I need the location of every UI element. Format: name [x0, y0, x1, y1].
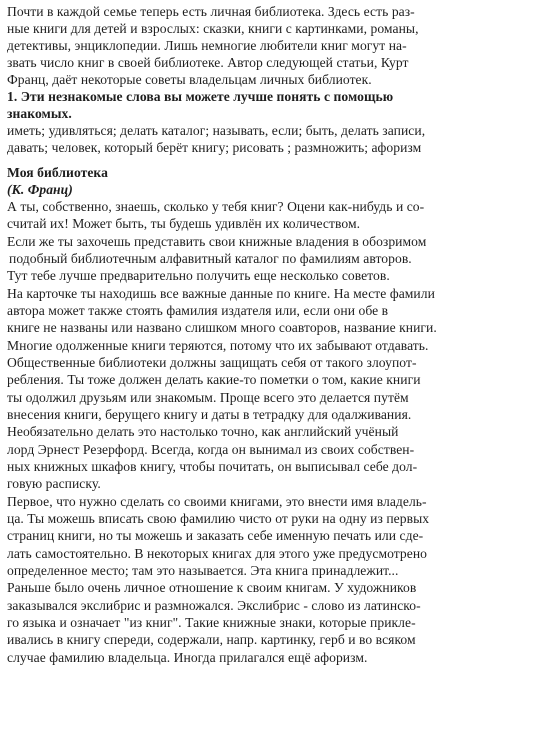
article-line: ных книжных шкафов книгу, чтобы почитать, он выписывал себе дол- — [7, 459, 418, 474]
task-heading: знакомых. — [7, 106, 72, 121]
intro-line: Франц, даёт некоторые советы владельцам личных библиотек. — [7, 72, 372, 87]
article-line: страниц книги, но ты можешь и заказать себе именную печать или сде- — [7, 528, 424, 543]
article-line: книге не названы или названо слишком много соавторов, название книги. — [7, 320, 437, 335]
article-line: подобный библиотечным алфавитный каталог по фамилиям авторов. — [9, 251, 412, 266]
article-line: Тут тебе лучше предварительно получить еще несколько советов. — [7, 268, 390, 283]
article-line: лать самостоятельно. В некоторых книгах для этого уже предусмотрено — [7, 546, 428, 561]
article-line: А ты, собственно, знаешь, сколько у тебя книг? Оцени как-нибудь и со- — [7, 199, 425, 214]
article-line: лорд Эрнест Резерфорд. Всегда, когда он вынимал из своих собствен- — [7, 442, 415, 457]
article-line: Раньше было очень личное отношение к своим книгам. У художников — [7, 580, 417, 595]
article-line: внесения книги, берущего книгу и даты в тетрадку для одалживания. — [7, 407, 412, 422]
article-line: ты одолжил друзьям или знакомым. Проще всего это делается путём — [7, 390, 409, 405]
article-line: говую расписку. — [7, 476, 101, 491]
article-line: заказывался экслибрис и размножался. Экслибрис - слово из латинско- — [7, 598, 421, 613]
intro-line: звать число книг в своей библиотеке. Автор следующей статьи, Курт — [7, 55, 409, 70]
article-line: На карточке ты находишь все важные данные по книге. На месте фамили — [7, 286, 435, 301]
task-heading: 1. Эти незнакомые слова вы можете лучше понять с помощью — [7, 89, 394, 104]
intro-line: ные книги для детей и взрослых: сказки, книги с картинками, романы, — [7, 21, 419, 36]
article-line: Необязательно делать это настолько точно, как английский учёный — [7, 424, 399, 439]
intro-line: детективы, энциклопедии. Лишь немногие любители книг могут на- — [7, 38, 407, 53]
article-line: ребления. Ты тоже должен делать какие-то пометки о том, какие книги — [7, 372, 421, 387]
article-line: Многие одолженные книги теряются, потому что их забывают отдавать. — [7, 338, 429, 353]
intro-line: Почти в каждой семье теперь есть личная библиотека. Здесь есть раз- — [7, 4, 415, 19]
article-line: автора может также стоять фамилия издателя или, если они обе в — [7, 303, 389, 318]
article-line: ивались в книгу спереди, содержали, напр. картинку, герб и во всяком — [7, 632, 416, 647]
article-title: Моя библиотека — [7, 165, 108, 180]
article-line: Первое, что нужно сделать со своими книгами, это внести имя владель- — [7, 494, 427, 509]
article-line: считай их! Может быть, ты будешь удивлён их количеством. — [7, 216, 361, 231]
article-line: случае фамилию владельца. Иногда прилагался ещё афоризм. — [7, 650, 368, 665]
article-line: го языка и означает "из книг". Такие книжные знаки, которые прикле- — [7, 615, 416, 630]
task-words: иметь; удивляться; делать каталог; называть, если; быть, делать записи, — [7, 123, 426, 138]
article-line: Если же ты захочешь представить свои книжные владения в обозримом — [7, 234, 427, 249]
task-words: давать; человек, который берёт книгу; рисовать ; размножить; афоризм — [7, 140, 422, 155]
article-line: определенное место; там это называется. Эта книга принадлежит... — [7, 563, 399, 578]
article-line: ца. Ты можешь вписать свою фамилию чисто от руки на одну из первых — [7, 511, 430, 526]
article-author: (К. Франц) — [7, 182, 73, 197]
article-line: Общественные библиотеки должны защищать себя от такого злоупот- — [7, 355, 417, 370]
